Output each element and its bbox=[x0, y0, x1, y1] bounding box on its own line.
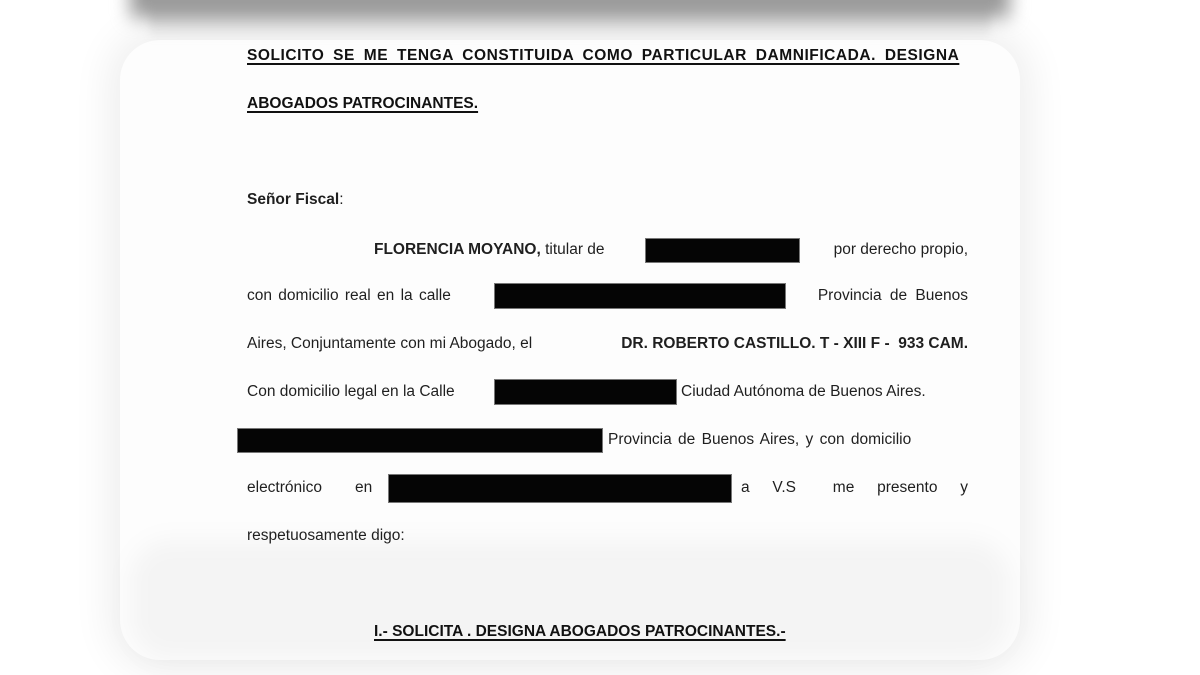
line2-text-a: con domicilio real en la calle bbox=[247, 287, 451, 304]
document-title-line-1 bbox=[247, 46, 968, 66]
line1-text-b: por derecho propio, bbox=[833, 241, 968, 258]
body-line-4-end bbox=[681, 382, 926, 402]
line6-word-6: presento bbox=[877, 479, 938, 496]
redaction-box-id bbox=[645, 238, 800, 263]
line3-text-a: Aires, Conjuntamente con mi Abogado, el bbox=[247, 335, 533, 352]
body-line-6 bbox=[247, 478, 322, 498]
line6-word-3: a bbox=[741, 479, 750, 496]
title-text-2: ABOGADOS PATROCINANTES. bbox=[247, 95, 479, 112]
line6-word-2: en bbox=[355, 479, 373, 496]
client-name: FLORENCIA MOYANO, bbox=[374, 241, 541, 258]
redaction-box-address-2 bbox=[237, 428, 603, 453]
line6-word-5: me bbox=[832, 479, 855, 496]
line1-text-a: titular de bbox=[545, 241, 605, 258]
title-text-1: SOLICITO SE ME TENGA CONSTITUIDA COMO PARTICULAR DAMNIFICADA. DESIGNA bbox=[247, 47, 960, 64]
salutation-colon: : bbox=[339, 191, 344, 208]
body-line-1 bbox=[374, 240, 605, 260]
salutation bbox=[247, 190, 344, 210]
section-heading bbox=[374, 622, 786, 642]
redaction-box-email bbox=[388, 474, 732, 503]
section-heading-text: I.- SOLICITA . DESIGNA ABOGADOS PATROCINANTES.- bbox=[374, 623, 786, 640]
document-title-line-2 bbox=[247, 94, 478, 114]
salutation-label: Señor Fiscal bbox=[247, 191, 340, 208]
line4-text-b: Ciudad Autónoma de Buenos Aires. bbox=[681, 383, 926, 400]
body-line-4 bbox=[247, 382, 455, 402]
line6-word-4: V.S bbox=[772, 479, 796, 496]
redaction-box-legal-address bbox=[494, 379, 677, 405]
line5-text-b: Provincia de Buenos Aires, y con domicilio bbox=[608, 431, 912, 448]
body-line-1-end bbox=[834, 240, 968, 260]
line6-word-7: y bbox=[960, 479, 968, 496]
line7-text-a: respetuosamente digo: bbox=[247, 527, 405, 544]
line4-text-a: Con domicilio legal en la Calle bbox=[247, 383, 455, 400]
body-line-7 bbox=[247, 526, 405, 546]
body-line-5 bbox=[608, 430, 911, 450]
body-line-2 bbox=[247, 286, 451, 306]
line6-word-1: electrónico bbox=[247, 479, 322, 496]
body-line-6-en bbox=[355, 478, 372, 498]
line2-text-b: Provincia de Buenos bbox=[817, 287, 968, 304]
redaction-box-real-address bbox=[494, 283, 786, 309]
body-line-2-end bbox=[818, 286, 968, 306]
body-line-6-rest bbox=[741, 478, 968, 498]
lawyer-name: DR. ROBERTO CASTILLO. T - XIII F - 933 CAM. bbox=[621, 335, 968, 352]
body-line-3 bbox=[247, 334, 968, 354]
